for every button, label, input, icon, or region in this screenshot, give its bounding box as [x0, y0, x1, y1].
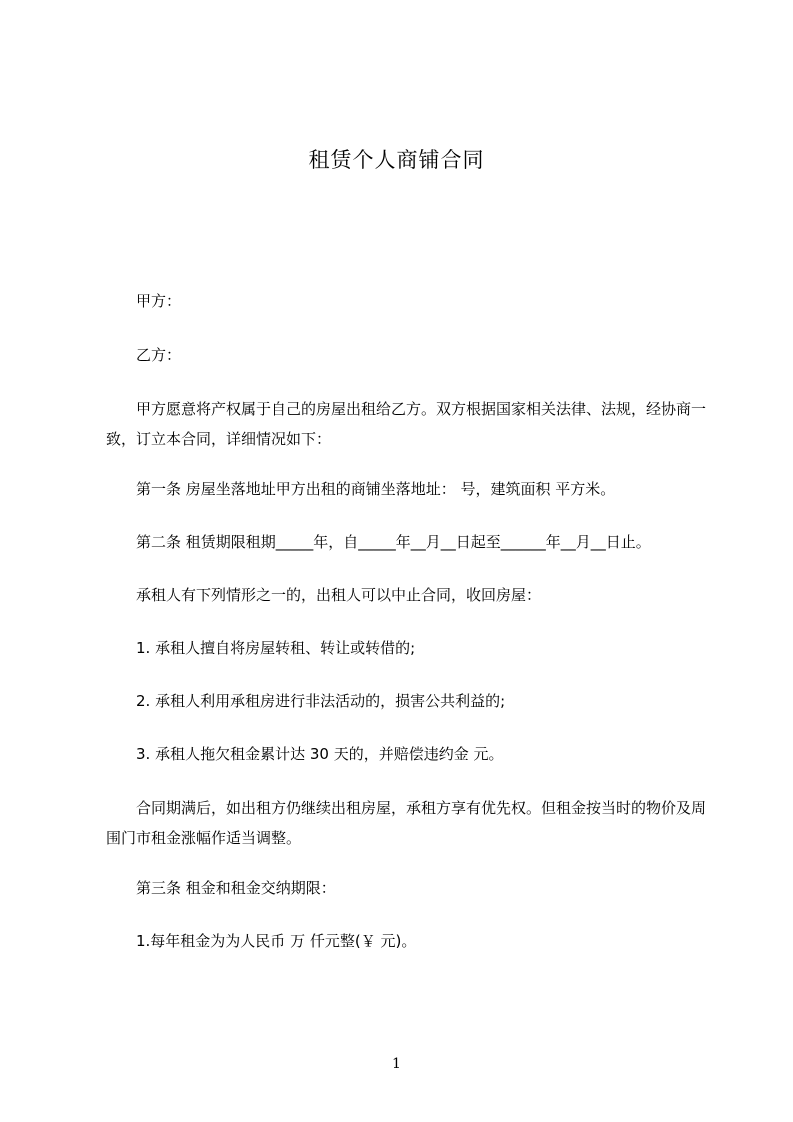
article-1: 第一条 房屋坐落地址甲方出租的商铺坐落地址： 号，建筑面积 平方米。	[136, 480, 616, 498]
termination-item-2: 2. 承租人利用承租房进行非法活动的，损害公共利益的;	[136, 692, 506, 710]
article-2: 第二条 租赁期限租期_____年，自_____年__月__日起至______年__月__日止。	[136, 533, 651, 551]
rent-item-1: 1.每年租金为为人民币 万 仟元整(￥ 元)。	[136, 932, 417, 950]
document-title: 租赁个人商铺合同	[308, 148, 485, 172]
renewal-paragraph: 合同期满后，如出租方仍继续出租房屋，承租方享有优先权。但租金按当时的物价及周围门市租金涨幅作适当调整。	[106, 799, 707, 847]
page-number: 1	[392, 1056, 401, 1072]
party-a-label: 甲方：	[136, 292, 182, 310]
termination-item-3: 3. 承租人拖欠租金累计达 30 天的，并赔偿违约金 元。	[136, 745, 504, 763]
party-b-label: 乙方：	[136, 346, 182, 364]
termination-item-1: 1. 承租人擅自将房屋转租、转让或转借的;	[136, 639, 416, 657]
intro-paragraph: 甲方愿意将产权属于自己的房屋出租给乙方。双方根据国家相关法律、法规，经协商一致，订立本合同，详细情况如下：	[106, 400, 707, 448]
termination-intro: 承租人有下列情形之一的，出租人可以中止合同，收回房屋：	[136, 586, 542, 604]
article-3: 第三条 租金和租金交纳期限：	[136, 879, 336, 897]
